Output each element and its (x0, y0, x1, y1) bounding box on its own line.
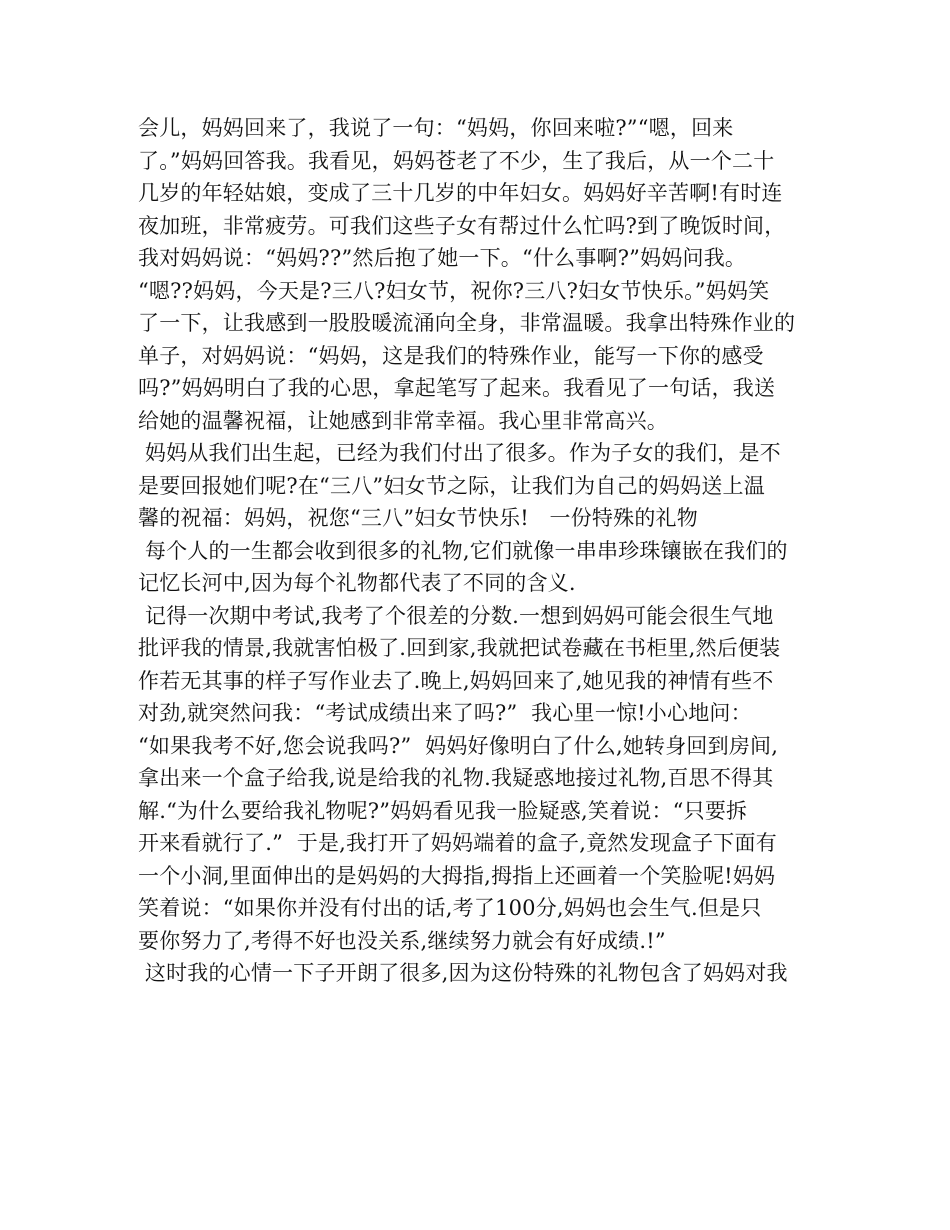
text-line-9: 吗?”妈妈明白了我的心思，拿起笔写了起来。我看见了一句话，我送 (138, 376, 776, 400)
text-line-4: 夜加班，非常疲劳。可我们这些子女有帮过什么忙吗?到了晚饭时间， (138, 213, 786, 238)
text-line-23: 开来看就行了.” 于是,我打开了妈妈端着的盒子,竟然发现盒子下面有 (138, 831, 777, 855)
essay-body (138, 112, 814, 990)
text-line-25: 笑着说：“如果你并没有付出的话,考了100分,妈妈也会生气.但是只 (138, 896, 762, 920)
text-line-12: 是要回报她们呢?在“三八”妇女节之际，让我们为自己的妈妈送上温 (138, 473, 765, 498)
text-line-8: 单子，对妈妈说：“妈妈，这是我们的特殊作业，能写一下你的感受 (138, 343, 764, 368)
text-line-13: 馨的祝福：妈妈，祝您“三八”妇女节快乐! 一份特殊的礼物 (138, 506, 698, 530)
text-line-17: 批评我的情景,我就害怕极了.回到家,我就把试卷藏在书柜里,然后便装 (138, 636, 781, 660)
text-line-3: 几岁的年轻姑娘，变成了三十几岁的中年妇女。妈妈好辛苦啊!有时连 (138, 181, 783, 205)
text-line-15: 记忆长河中,因为每个礼物都代表了不同的含义. (138, 571, 576, 595)
text-line-1: 会儿，妈妈回来了，我说了一句：“妈妈，你回来啦?”“嗯，回来 (138, 116, 734, 140)
text-line-20: “如果我考不好,您会说我吗?” 妈妈好像明白了什么,她转身回到房间, (138, 733, 779, 758)
text-line-14: 每个人的一生都会收到很多的礼物,它们就像一串串珍珠镶嵌在我们的 (138, 538, 788, 563)
text-line-2: 了。”妈妈回答我。我看见，妈妈苍老了不少，生了我后，从一个二十 (138, 148, 775, 173)
text-line-26: 要你努力了,考得不好也没关系,继续努力就会有好成绩.!” (138, 928, 666, 953)
text-line-21: 拿出来一个盒子给我,说是给我的礼物.我疑惑地接过礼物,百思不得其 (138, 766, 774, 790)
text-line-24: 一个小洞,里面伸出的是妈妈的大拇指,拇指上还画着一个笑脸呢!妈妈 (138, 863, 776, 888)
text-line-10: 给她的温馨祝福，让她感到非常幸福。我心里非常高兴。 (138, 408, 668, 433)
text-line-5: 我对妈妈说：“妈妈??”然后抱了她一下。“什么事啊?”妈妈问我。 (138, 246, 747, 270)
text-line-11: 妈妈从我们出生起，已经为我们付出了很多。作为子女的我们，是不 (138, 441, 781, 465)
text-line-16: 记得一次期中考试,我考了个很差的分数.一想到妈妈可能会很生气地 (138, 603, 774, 628)
text-line-19: 对劲,就突然问我：“考试成绩出来了吗?” 我心里一惊!小心地问： (138, 701, 752, 725)
text-line-6: “嗯??妈妈，今天是?三八?妇女节，祝你?三八?妇女节快乐。”妈妈笑 (138, 278, 770, 303)
text-line-7: 了一下，让我感到一股股暖流涌向全身，非常温暖。我拿出特殊作业的 (138, 311, 796, 335)
text-line-22: 解.“为什么要给我礼物呢?”妈妈看见我一脸疑惑,笑着说：“只要拆 (138, 798, 748, 823)
text-line-18: 作若无其事的样子写作业去了.晚上,妈妈回来了,她见我的神情有些不 (138, 668, 774, 693)
text-line-27: 这时我的心情一下子开朗了很多,因为这份特殊的礼物包含了妈妈对我 (138, 961, 788, 985)
